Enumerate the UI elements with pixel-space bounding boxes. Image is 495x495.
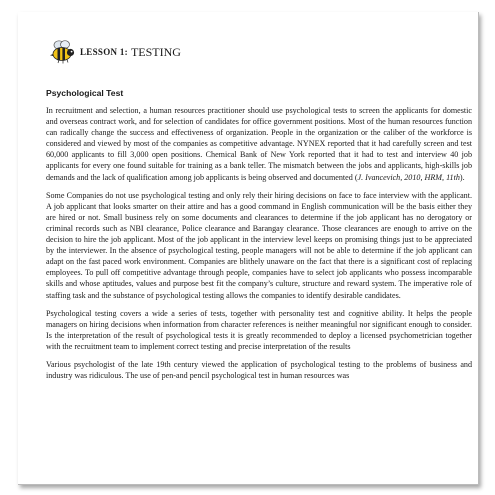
lesson-title: TESTING (130, 44, 181, 59)
paragraph-4: Various psychologist of the late 19th century viewed the application of psychological testing to the problems of business and industry was ridiculous. The use of pen-and pencil psychological test in human resources was (46, 359, 472, 381)
paragraph-3: Psychological testing covers a wide a series of tests, together with personality test and cognitive ability. It helps the people managers on hiring decisions when information from character references is neither meaningful nor significant enough to consider. Is the interpretation of the result of psychological tests it is greatly recommended to deploy a licensed psychometrician together with the recruitment team to implement correct testing and precise interpretation of the results (46, 308, 472, 351)
lesson-header (48, 42, 181, 62)
document-page (18, 12, 479, 485)
document-body (46, 105, 472, 388)
bee-icon (48, 39, 76, 65)
paragraph-1 (46, 105, 472, 183)
citation: J. Ivancevich, 2010, HRM, 11th (357, 172, 460, 182)
paragraph-1-end: ). (459, 172, 465, 182)
paragraph-1-text: In recruitment and selection, a human resources practitioner should use psychological tests to screen the applicants for domestic and overseas contract work, and for selection of candidates for office government positions. Most of the human resources function can radically change the success and effectiveness of organization. People in the organization or the caliber of the workforce is considered and viewed by most of the companies as competitive advantage. NYNEX reported that it had carefully screen and test 60,000 applicants to fill 3,000 open positions. Chemical Bank of New York reported that it had to test and interview 40 job applicants for every one found suitable for training as a bank teller. The mismatch between the jobs and applicants, high-skills job demands and the lack of qualification among job applicants is being observed and documented ( (46, 106, 472, 182)
section-title: Psychological Test (46, 88, 124, 98)
lesson-label: LESSON 1: (80, 47, 128, 57)
paragraph-2: Some Companies do not use psychological testing and only rely their hiring decisions on face to face interview with the applicant. A job applicant that looks smarter on their attire and has a good command in English communication will be the basis either they are hired or not. Small business rely on some documents and clearances to determine if the job applicant has no derogatory or criminal records such as NBI clearance, Police clearance and Barangay clearance. Those clearances are enough to arrive on the decision to hire the job applicant. Most of the job applicant in the interview level keeps on promising things just to be appreciated by the interviewer. In the absence of psychological testing, people managers will not be able to determine if the job applicant can adapt on the fast paced work environment. Companies are blithely unaware on the fact that there is a significant cost of replacing employees. To pull off competitive advantage through people, companies have to select job applicants who possess incomparable skills and whose aptitudes, values and purpose best fit the company’s culture, structure and reward system. The imperative role of staffing task and the substance of psychological testing allows the companies to identify desirable candidates. (46, 190, 472, 300)
